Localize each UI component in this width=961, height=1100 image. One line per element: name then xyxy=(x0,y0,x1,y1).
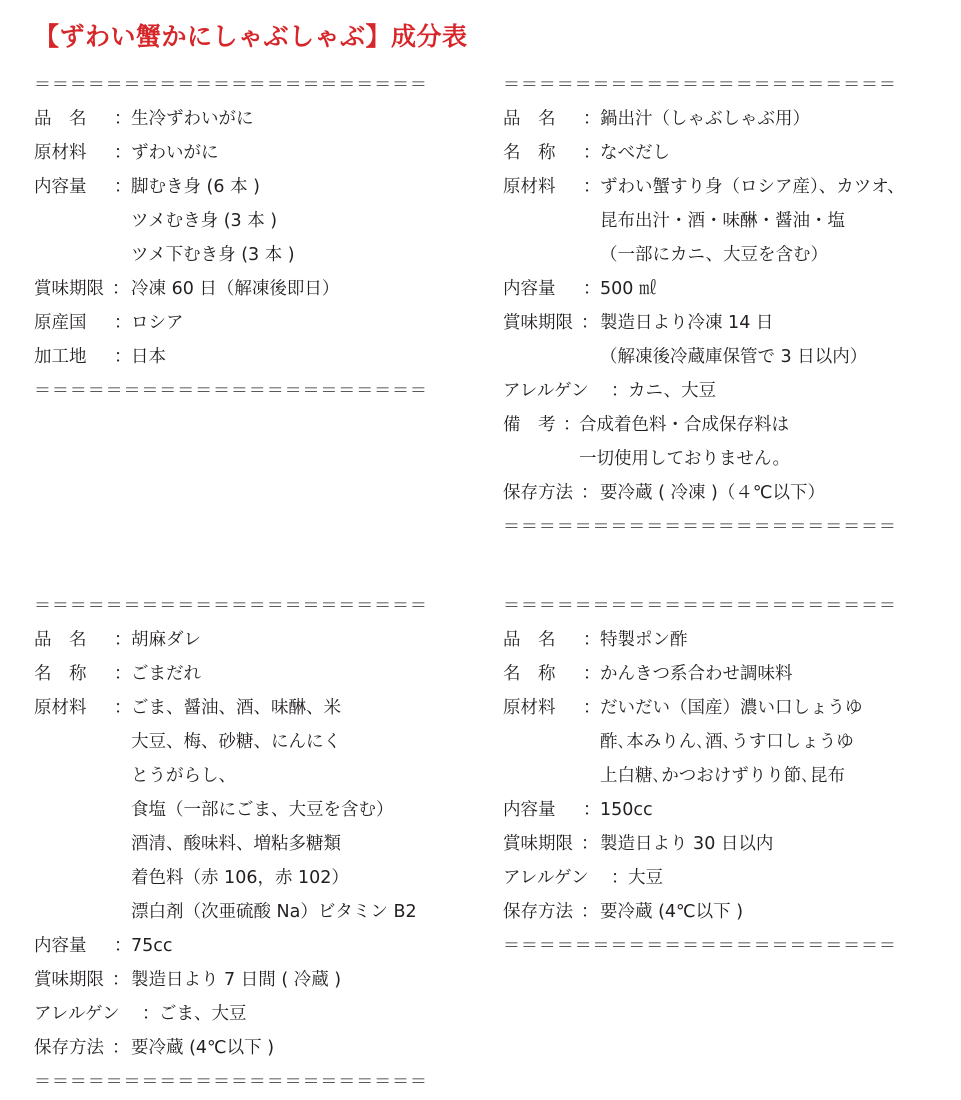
spec-value: ツメ下むき身 (3 本 ) xyxy=(131,245,295,265)
separator-line: ＝＝＝＝＝＝＝＝＝＝＝＝＝＝＝＝＝＝＝＝＝＝ xyxy=(503,75,897,95)
spec-row xyxy=(503,691,897,725)
spec-colon: ： xyxy=(583,630,601,650)
spec-row xyxy=(503,102,897,136)
spec-value: ずわいがに xyxy=(131,143,219,163)
spec-value: ずわい蟹すり身（ロシア産）、カツオ、 xyxy=(600,177,905,197)
spec-key: 内容量 xyxy=(34,936,87,956)
spec-colon: ： xyxy=(114,313,132,333)
spec-value: （一部にカニ、大豆を含む） xyxy=(600,245,829,265)
page-title: 【ずわい蟹かにしゃぶしゃぶ】成分表 xyxy=(34,22,468,51)
spec-key: 名 称 xyxy=(503,664,556,684)
spec-value: 要冷蔵 (4℃以下 ) xyxy=(600,902,744,922)
spec-key: 原材料 xyxy=(34,698,87,718)
spec-colon: ： xyxy=(583,109,601,129)
spec-value: ごま、大豆 xyxy=(159,1004,247,1024)
spec-row-continuation xyxy=(34,204,428,238)
spec-colon: ： xyxy=(114,347,132,367)
spec-colon: ： xyxy=(114,630,132,650)
spec-row xyxy=(34,1031,428,1065)
spec-row xyxy=(503,623,897,657)
spec-value: 要冷蔵 ( 冷凍 )（４℃以下） xyxy=(600,483,825,503)
spec-row xyxy=(34,657,428,691)
spec-value: かんきつ系合わせ調味料 xyxy=(600,664,793,684)
spec-colon: ： xyxy=(581,902,599,922)
spec-value: 酢､本みりん､酒､うす口しょうゆ xyxy=(600,732,854,752)
spec-value: 酒清、酸味料、増粘多糖類 xyxy=(131,834,341,854)
spec-row-continuation xyxy=(503,238,897,272)
spec-value: 75cc xyxy=(131,936,173,956)
spec-key: アレルゲン xyxy=(503,868,589,888)
spec-colon: ： xyxy=(112,970,130,990)
spec-row xyxy=(34,136,428,170)
separator-line: ＝＝＝＝＝＝＝＝＝＝＝＝＝＝＝＝＝＝＝＝＝＝ xyxy=(34,75,428,95)
spec-colon: ： xyxy=(583,664,601,684)
spec-value: ごまだれ xyxy=(131,664,201,684)
ponzu-spec-block xyxy=(503,589,897,963)
spec-row-continuation xyxy=(503,725,897,759)
spec-row xyxy=(503,476,897,510)
spec-row xyxy=(34,306,428,340)
spec-value: 昆布出汁・酒・味醂・醤油・塩 xyxy=(600,211,845,231)
spec-row-continuation xyxy=(503,759,897,793)
spec-colon: ： xyxy=(583,800,601,820)
spec-row xyxy=(503,374,897,408)
spec-key: 内容量 xyxy=(503,279,556,299)
spec-row xyxy=(34,102,428,136)
spec-colon: ： xyxy=(581,483,599,503)
spec-key: 内容量 xyxy=(34,177,87,197)
spec-row xyxy=(503,136,897,170)
spec-value: 大豆 xyxy=(628,868,663,888)
spec-colon: ： xyxy=(581,313,599,333)
spec-key: 品 名 xyxy=(503,630,556,650)
spec-value: 日本 xyxy=(131,347,166,367)
spec-value: 合成着色料・合成保存料は xyxy=(579,415,789,435)
spec-value: ツメむき身 (3 本 ) xyxy=(131,211,278,231)
spec-key: 賞味期限 xyxy=(34,970,104,990)
spec-value: カニ、大豆 xyxy=(628,381,717,401)
spec-value: だいだい（国産）濃い口しょうゆ xyxy=(600,698,863,718)
separator-line: ＝＝＝＝＝＝＝＝＝＝＝＝＝＝＝＝＝＝＝＝＝＝ xyxy=(503,936,897,956)
spec-key: 賞味期限 xyxy=(34,279,104,299)
spec-row xyxy=(503,793,897,827)
spec-value: ロシア xyxy=(131,313,184,333)
spec-row-continuation xyxy=(34,793,428,827)
spec-key: 保存方法 xyxy=(34,1038,104,1058)
spec-row-continuation xyxy=(34,725,428,759)
spec-value: とうがらし、 xyxy=(131,766,236,786)
spec-key: 名 称 xyxy=(34,664,87,684)
spec-row xyxy=(34,963,428,997)
spec-value: 製造日より 7 日間 ( 冷蔵 ) xyxy=(131,970,342,990)
spec-colon: ： xyxy=(114,143,132,163)
spec-value: 鍋出汁（しゃぶしゃぶ用） xyxy=(600,109,810,129)
spec-row-continuation xyxy=(503,442,897,476)
spec-value: 製造日より 30 日以内 xyxy=(600,834,774,854)
spec-colon: ： xyxy=(563,415,581,435)
spec-key: 加工地 xyxy=(34,347,87,367)
spec-row xyxy=(34,623,428,657)
spec-key: 原材料 xyxy=(34,143,87,163)
crab-spec-block xyxy=(34,68,428,408)
spec-value: 冷凍 60 日（解凍後即日） xyxy=(131,279,340,299)
spec-value: 要冷蔵 (4℃以下 ) xyxy=(131,1038,275,1058)
spec-key: 賞味期限 xyxy=(503,313,573,333)
separator-line: ＝＝＝＝＝＝＝＝＝＝＝＝＝＝＝＝＝＝＝＝＝＝ xyxy=(503,596,897,616)
spec-row xyxy=(34,691,428,725)
spec-colon: ： xyxy=(114,664,132,684)
spec-key: 保存方法 xyxy=(503,483,573,503)
spec-row xyxy=(34,340,428,374)
spec-value: 着色料（赤 106，赤 102） xyxy=(131,868,349,888)
spec-value: 特製ポン酢 xyxy=(600,630,688,650)
spec-row xyxy=(503,895,897,929)
spec-value: （解凍後冷蔵庫保管で 3 日以内） xyxy=(600,347,868,367)
spec-row xyxy=(503,272,897,306)
spec-row-continuation xyxy=(34,827,428,861)
spec-key: 賞味期限 xyxy=(503,834,573,854)
spec-value: 食塩（一部にごま、大豆を含む） xyxy=(131,800,394,820)
spec-colon: ： xyxy=(114,698,132,718)
spec-colon: ： xyxy=(114,109,132,129)
spec-row xyxy=(503,306,897,340)
spec-row xyxy=(34,170,428,204)
spec-colon: ： xyxy=(112,1038,130,1058)
spec-row xyxy=(503,657,897,691)
separator-line: ＝＝＝＝＝＝＝＝＝＝＝＝＝＝＝＝＝＝＝＝＝＝ xyxy=(34,381,428,401)
spec-colon: ： xyxy=(114,177,132,197)
spec-row xyxy=(503,408,897,442)
spec-colon: ： xyxy=(583,698,601,718)
spec-key: 原材料 xyxy=(503,698,556,718)
spec-value: ごま、醤油、酒、味醂、米 xyxy=(131,698,341,718)
spec-row xyxy=(34,272,428,306)
spec-value: 一切使用しておりません。 xyxy=(579,449,791,469)
spec-key: 原材料 xyxy=(503,177,556,197)
spec-colon: ： xyxy=(611,381,629,401)
spec-colon: ： xyxy=(112,279,130,299)
spec-row-continuation xyxy=(503,340,897,374)
spec-key: 品 名 xyxy=(34,630,87,650)
separator-line: ＝＝＝＝＝＝＝＝＝＝＝＝＝＝＝＝＝＝＝＝＝＝ xyxy=(34,1072,428,1092)
spec-row-continuation xyxy=(34,895,428,929)
spec-key: 品 名 xyxy=(34,109,87,129)
separator-line: ＝＝＝＝＝＝＝＝＝＝＝＝＝＝＝＝＝＝＝＝＝＝ xyxy=(503,517,897,537)
spec-colon: ： xyxy=(583,279,601,299)
spec-value: 胡麻ダレ xyxy=(131,630,201,650)
sesame-sauce-spec-block xyxy=(34,589,428,1099)
spec-value: 大豆、梅、砂糖、にんにく xyxy=(131,732,341,752)
spec-key: 保存方法 xyxy=(503,902,573,922)
spec-key: アレルゲン xyxy=(34,1004,120,1024)
spec-value: 脚むき身 (6 本 ) xyxy=(131,177,260,197)
spec-value: 500 ㎖ xyxy=(600,279,657,299)
spec-row-continuation xyxy=(34,861,428,895)
spec-row xyxy=(503,827,897,861)
spec-value: 上白糖､かつおけずりり節､昆布 xyxy=(600,766,845,786)
spec-row xyxy=(34,929,428,963)
spec-row xyxy=(34,997,428,1031)
separator-line: ＝＝＝＝＝＝＝＝＝＝＝＝＝＝＝＝＝＝＝＝＝＝ xyxy=(34,596,428,616)
spec-colon: ： xyxy=(583,143,601,163)
spec-row-continuation xyxy=(34,759,428,793)
spec-colon: ： xyxy=(611,868,629,888)
spec-row xyxy=(503,861,897,895)
spec-row-continuation xyxy=(503,204,897,238)
spec-key: アレルゲン xyxy=(503,381,589,401)
spec-key: 原産国 xyxy=(34,313,87,333)
spec-value: 漂白剤（次亜硫酸 Na）ビタミン B2 xyxy=(131,902,417,922)
spec-colon: ： xyxy=(583,177,601,197)
spec-key: 品 名 xyxy=(503,109,556,129)
dashi-spec-block xyxy=(503,68,905,544)
spec-colon: ： xyxy=(142,1004,160,1024)
spec-colon: ： xyxy=(114,936,132,956)
spec-colon: ： xyxy=(581,834,599,854)
spec-value: 製造日より冷凍 14 日 xyxy=(600,313,774,333)
spec-key: 名 称 xyxy=(503,143,556,163)
spec-value: 150cc xyxy=(600,800,653,820)
spec-value: 生冷ずわいがに xyxy=(131,109,254,129)
spec-row xyxy=(503,170,905,204)
spec-value: なべだし xyxy=(600,143,670,163)
spec-key: 内容量 xyxy=(503,800,556,820)
spec-row-continuation xyxy=(34,238,428,272)
spec-key: 備 考 xyxy=(503,415,556,435)
